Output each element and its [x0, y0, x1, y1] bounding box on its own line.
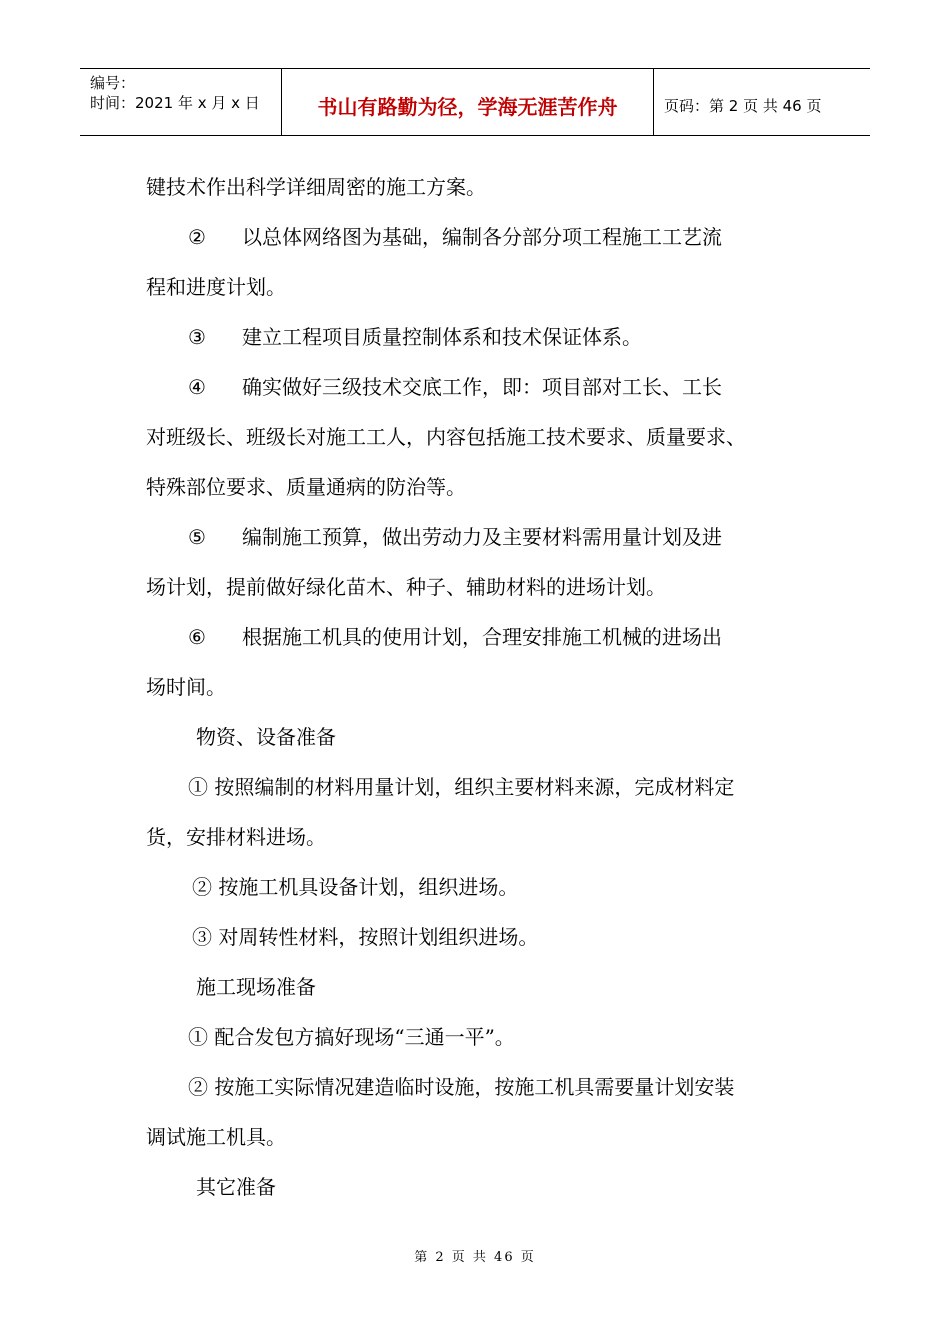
list-marker: ③	[188, 325, 206, 349]
line-text: 编制施工预算，做出劳动力及主要材料需用量计划及进	[242, 525, 722, 549]
list-marker: ⑤	[188, 525, 206, 549]
text-line	[146, 462, 846, 512]
text-line	[146, 1062, 846, 1112]
list-marker: ②	[188, 225, 206, 249]
line-text: 特殊部位要求、质量通病的防治等。	[146, 475, 466, 499]
line-text: ① 按照编制的材料用量计划，组织主要材料来源，完成材料定	[188, 775, 735, 799]
section-heading	[146, 1162, 846, 1212]
text-line	[146, 912, 846, 962]
line-text: 施工现场准备	[196, 975, 316, 999]
line-text: 键技术作出科学详细周密的施工方案。	[146, 175, 486, 199]
text-line	[146, 662, 846, 712]
section-heading	[146, 712, 846, 762]
text-line	[146, 1112, 846, 1162]
line-text: 调试施工机具。	[146, 1125, 286, 1149]
text-line	[146, 212, 846, 262]
text-line	[146, 312, 846, 362]
line-text: ② 按施工机具设备计划，组织进场。	[192, 875, 519, 899]
header-page-info: 页码：第 2 页 共 46 页	[664, 96, 822, 115]
line-text: 其它准备	[196, 1175, 276, 1199]
list-marker: ④	[188, 375, 206, 399]
line-text: 货，安排材料进场。	[146, 825, 326, 849]
text-line	[146, 1012, 846, 1062]
line-text: ③ 对周转性材料，按照计划组织进场。	[192, 925, 539, 949]
header-motto: 书山有路勤为径，学海无涯苦作舟	[282, 69, 654, 135]
line-text: 根据施工机具的使用计划，合理安排施工机械的进场出	[242, 625, 722, 649]
line-text: 对班级长、班级长对施工工人，内容包括施工技术要求、质量要求、	[146, 425, 746, 449]
text-line	[146, 262, 846, 312]
header-number-label: 编号：	[90, 74, 136, 92]
text-line	[146, 612, 846, 662]
section-heading	[146, 962, 846, 1012]
line-text: 物资、设备准备	[196, 725, 336, 749]
text-line	[146, 762, 846, 812]
list-marker: ⑥	[188, 625, 206, 649]
text-line	[146, 562, 846, 612]
line-text: ② 按施工实际情况建造临时设施，按施工机具需要量计划安装	[188, 1075, 735, 1099]
text-line	[146, 512, 846, 562]
text-line	[146, 412, 846, 462]
line-text: 建立工程项目质量控制体系和技术保证体系。	[242, 325, 642, 349]
line-text: 确实做好三级技术交底工作，即：项目部对工长、工长	[242, 375, 722, 399]
page-footer: 第 2 页 共 46 页	[414, 1250, 536, 1265]
text-line	[146, 862, 846, 912]
header-meta	[80, 69, 282, 135]
line-text: 以总体网络图为基础，编制各分部分项工程施工工艺流	[242, 225, 722, 249]
text-line	[146, 362, 846, 412]
line-text: ① 配合发包方搞好现场“三通一平”。	[188, 1025, 515, 1049]
line-text: 场计划，提前做好绿化苗木、种子、辅助材料的进场计划。	[146, 575, 666, 599]
header-date-label: 时间：2021 年 x 月 x 日	[90, 94, 260, 112]
line-text: 程和进度计划。	[146, 275, 286, 299]
line-text: 场时间。	[146, 675, 226, 699]
text-line	[146, 162, 846, 212]
text-line	[146, 812, 846, 862]
document-body	[146, 162, 846, 1212]
page-header	[80, 68, 870, 136]
